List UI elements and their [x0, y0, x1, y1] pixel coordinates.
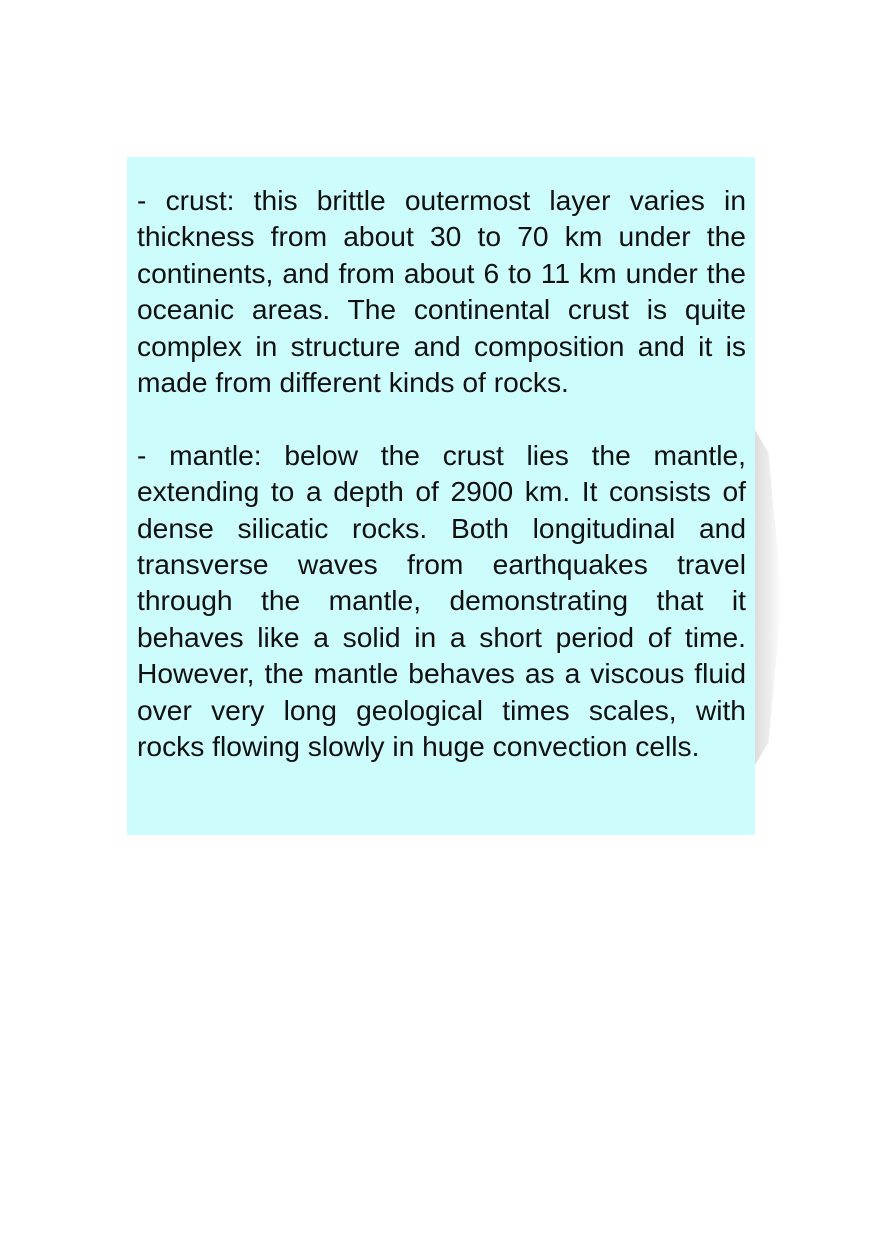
side-shadow-decoration [752, 425, 782, 770]
earth-layers-text-box [127, 157, 755, 835]
crust-paragraph: - crust: this brittle outermost layer varies in thickness from about 30 to 70 km under the continents, and from about 6 to 11 km under the oceanic areas. The continental crust is quite complex in structure and composition and it is made from different kinds of rocks. [137, 184, 746, 399]
mantle-paragraph: - mantle: below the crust lies the mantle, extending to a depth of 2900 km. It consists of dense silicatic rocks. Both longitudinal and transverse waves from earthquakes travel through the mantle, demonstrating that it behaves like a solid in a short period of time. However, the mantle behaves as a viscous fluid over very long geological times scales, with rocks flowing slowly in huge convection cells. [137, 438, 746, 763]
